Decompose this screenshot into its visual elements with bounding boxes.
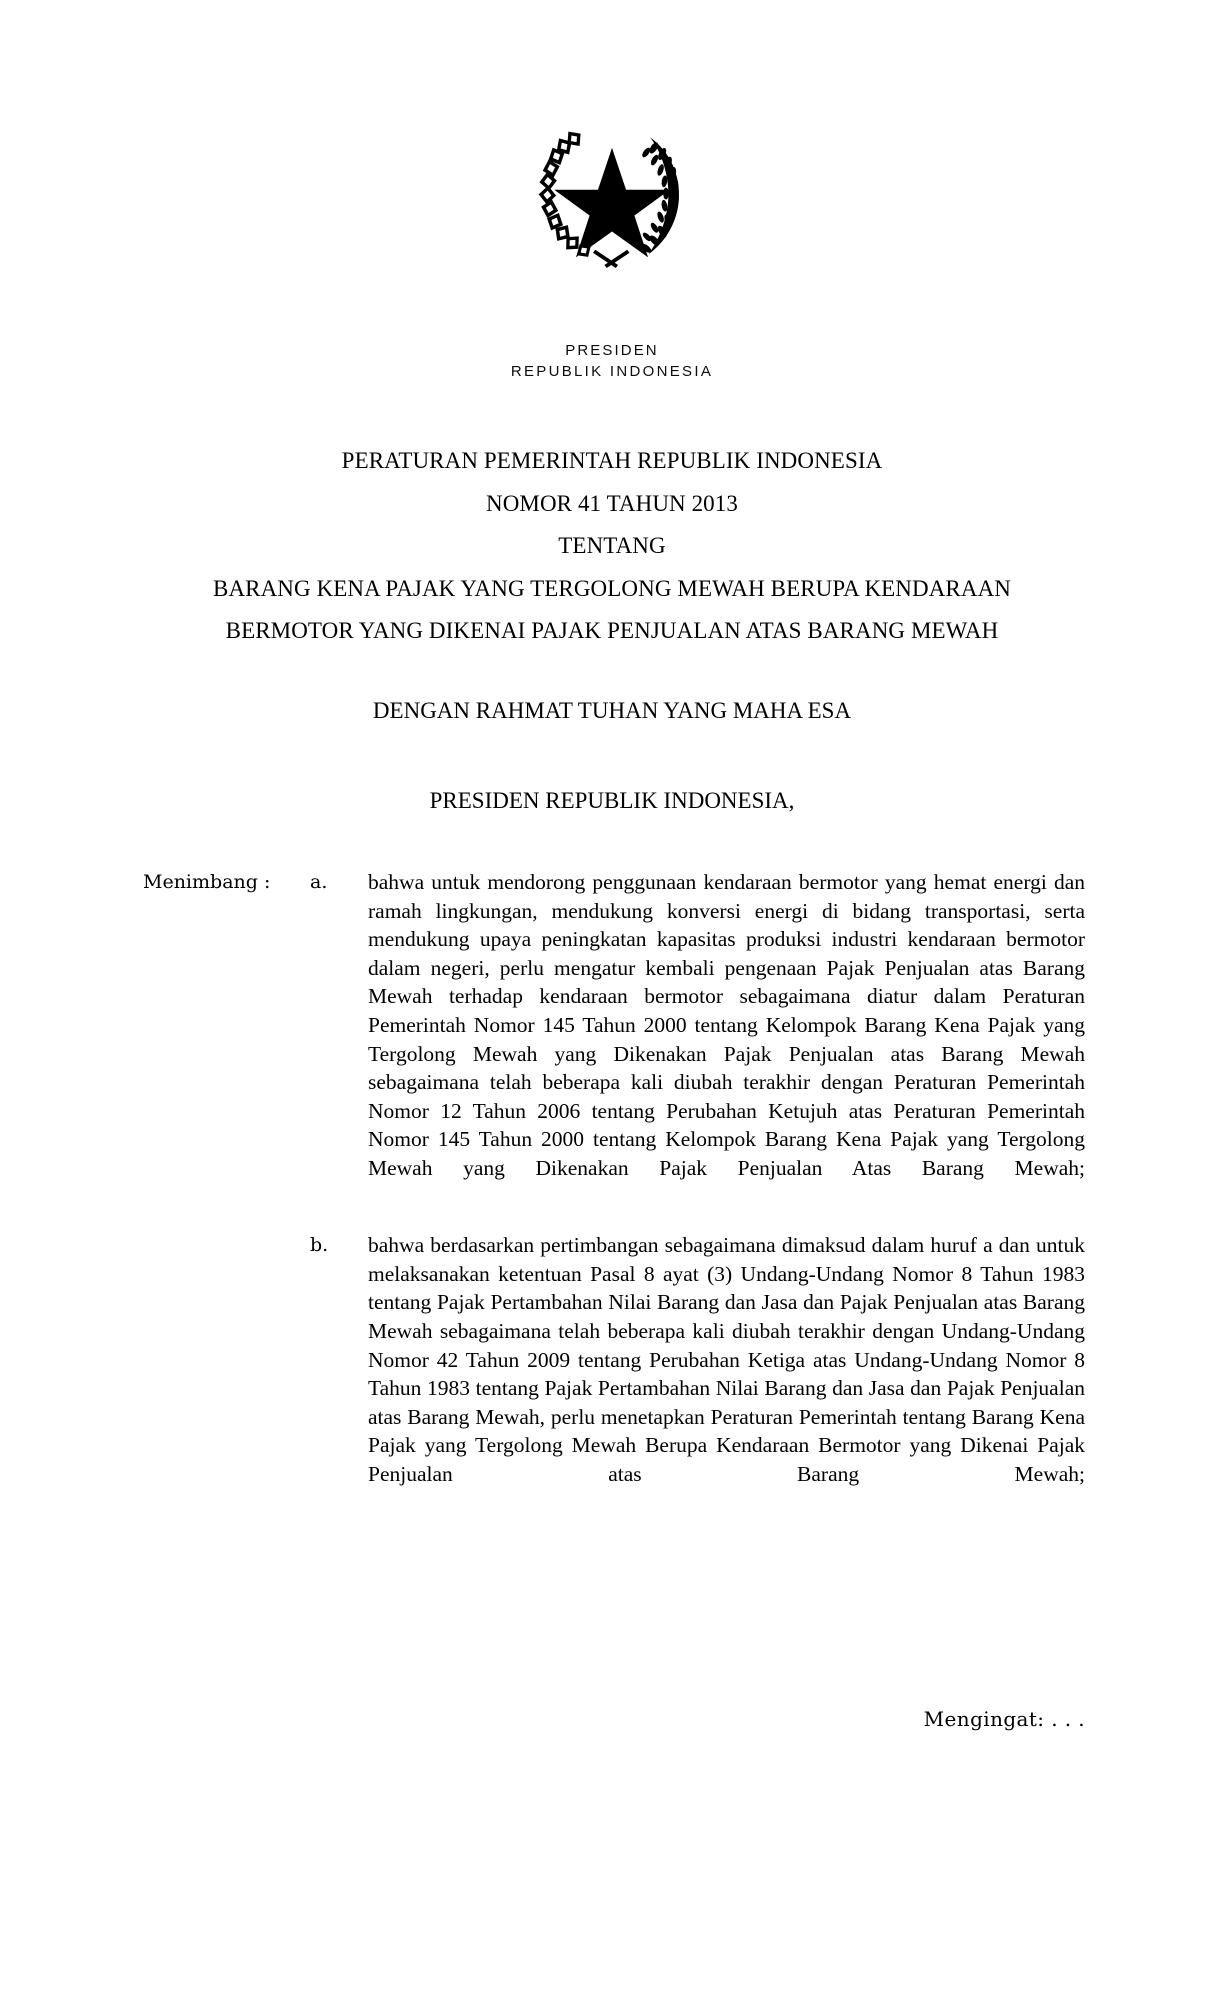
page-continuation-note: Mengingat: . . . bbox=[923, 1707, 1085, 1731]
title-line-subject-1: BARANG KENA PAJAK YANG TERGOLONG MEWAH BERUPA KENDARAAN bbox=[213, 575, 1011, 601]
title-line-tentang: TENTANG bbox=[558, 533, 666, 558]
consideration-item-b bbox=[0, 1231, 1224, 1517]
document-title-block bbox=[62, 440, 1162, 653]
preamble-blessing: DENGAN RAHMAT TUHAN YANG MAHA ESA bbox=[372, 698, 852, 723]
caption-line-presiden: PRESIDEN bbox=[565, 342, 659, 359]
considerations-label: Menimbang : bbox=[143, 871, 271, 893]
considerations-section bbox=[0, 868, 1224, 1517]
emblem-container bbox=[0, 108, 1224, 276]
title-line-number-year: NOMOR 41 TAHUN 2013 bbox=[485, 490, 738, 516]
title-line-regulation-type: PERATURAN PEMERINTAH REPUBLIK INDONESIA bbox=[341, 448, 883, 473]
consideration-marker-b: b. bbox=[310, 1234, 329, 1257]
consideration-text-a: bahwa untuk mendorong penggunaan kendaraan bermotor yang hemat energi dan ramah lingkungan, mendukung konversi energi di bidang transportasi, serta mendukung upaya peningkatan kapasitas produksi industri kendaraan bermotor dalam negeri, perlu mengatur kembali pengenaan Pajak Penjualan atas Barang Mewah terhadap kendaraan bermotor sebagaimana diatur dalam Peraturan Pemerintah Nomor 145 Tahun 2000 tentang Kelompok Barang Kena Pajak yang Tergolong Mewah yang Dikenakan Pajak Penjualan atas Barang Mewah sebagaimana telah beberapa kali diubah terakhir dengan Peraturan Pemerintah Nomor 12 Tahun 2006 tentang Perubahan Ketujuh atas Peraturan Pemerintah Nomor 145 Tahun 2000 tentang Kelompok Barang Kena Pajak yang Tergolong Mewah yang Dikenakan Pajak Penjualan Atas Barang Mewah; bbox=[368, 870, 1085, 1180]
preamble-block bbox=[62, 696, 1162, 816]
presiden-caption bbox=[0, 340, 1224, 382]
consideration-item-a bbox=[0, 868, 1224, 1211]
consideration-marker-a: a. bbox=[310, 871, 328, 893]
preamble-authority: PRESIDEN REPUBLIK INDONESIA, bbox=[429, 788, 795, 813]
caption-line-republik-indonesia: REPUBLIK INDONESIA bbox=[510, 363, 714, 380]
title-line-subject-2: BERMOTOR YANG DIKENAI PAJAK PENJUALAN ATAS BARANG MEWAH bbox=[225, 618, 999, 643]
preamble-spacer bbox=[62, 726, 1162, 786]
consideration-text-b: bahwa berdasarkan pertimbangan sebagaimana dimaksud dalam huruf a dan untuk melaksanakan ketentuan Pasal 8 ayat (3) Undang-Undang Nomor 8 Tahun 1983 tentang Pajak Pertambahan Nilai Barang dan Jasa dan Pajak Penjualan atas Barang Mewah sebagaimana telah beberapa kali diubah terakhir dengan Undang-Undang Nomor 42 Tahun 2009 tentang Perubahan Ketiga atas Undang-Undang Nomor 8 Tahun 1983 tentang Pajak Pertambahan Nilai Barang dan Jasa dan Pajak Penjualan atas Barang Mewah, perlu menetapkan Peraturan Pemerintah tentang Barang Kena Pajak yang Tergolong Mewah Berupa Kendaraan Bermotor yang Dikenai Pajak Penjualan atas Barang Mewah; bbox=[368, 1233, 1085, 1486]
presidential-star-wreath-icon bbox=[536, 108, 688, 276]
